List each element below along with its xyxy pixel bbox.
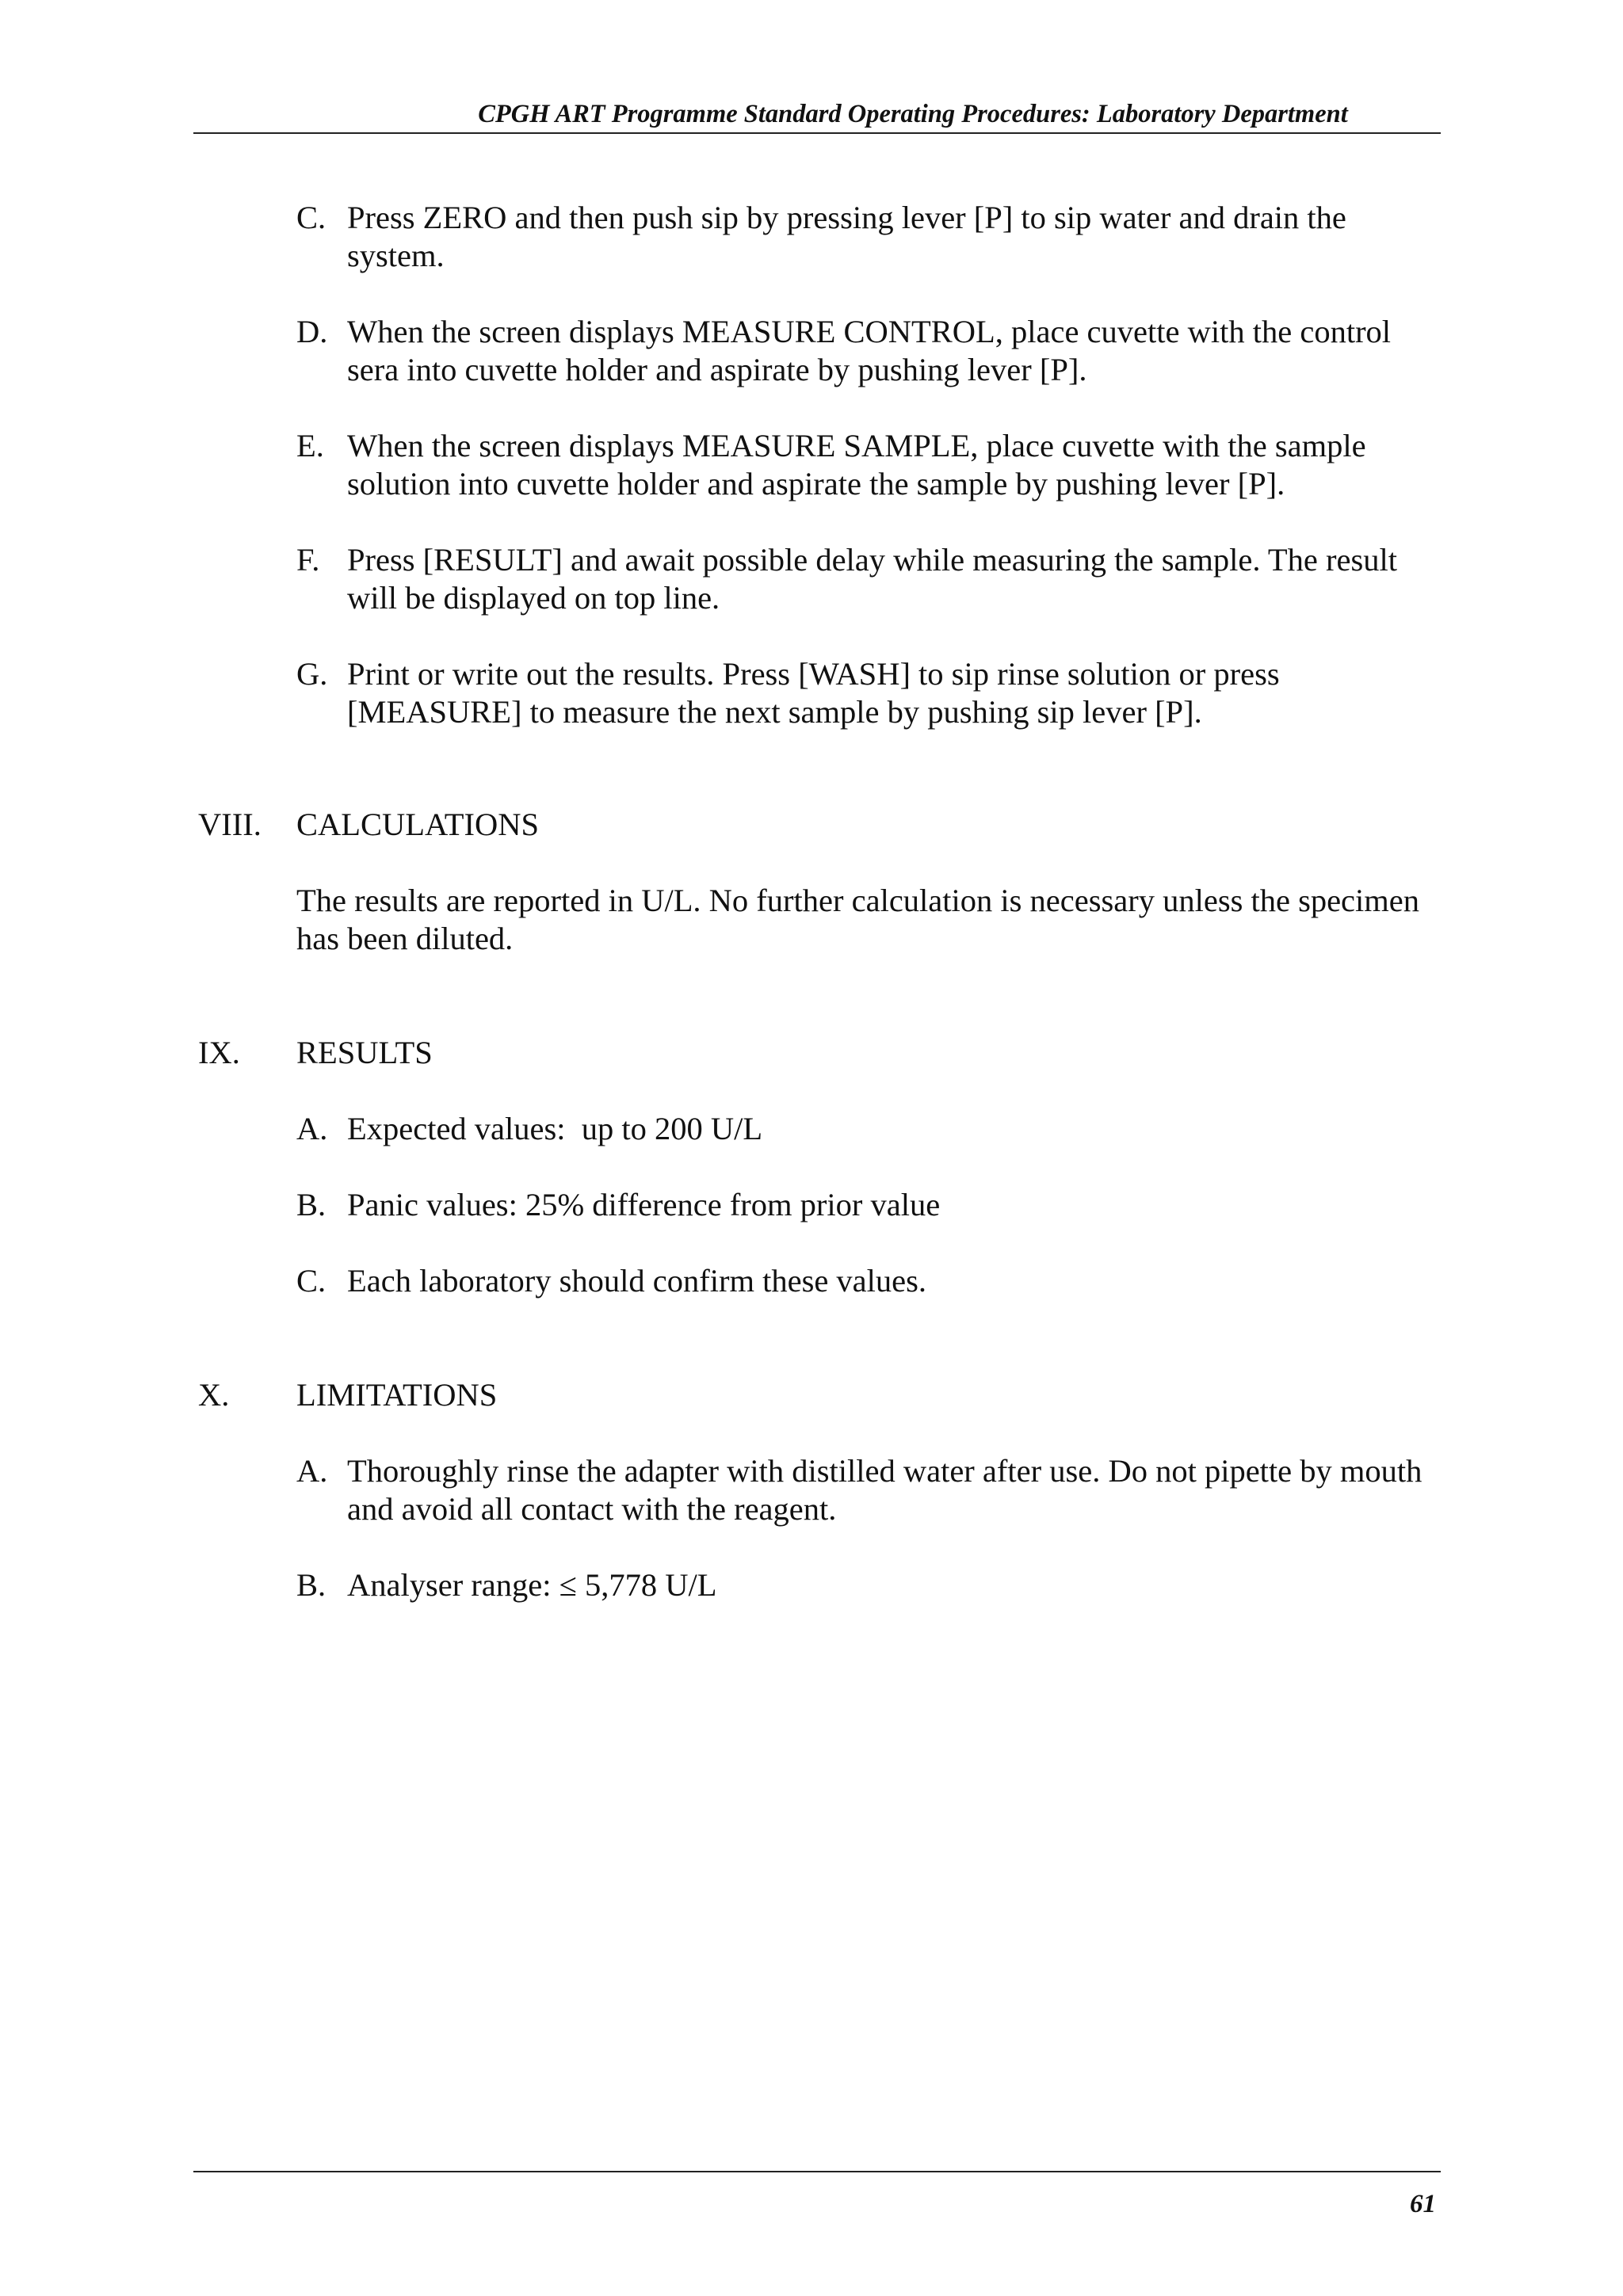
section-title: LIMITATIONS (296, 1377, 498, 1413)
step-letter: E. (296, 428, 324, 463)
section-calculations-heading (198, 806, 1228, 844)
step-letter: C. (296, 200, 327, 235)
section-limitations-heading (198, 1376, 1228, 1414)
procedure-step-e (296, 427, 1445, 503)
section-numeral: VIII. (198, 807, 262, 842)
item-text: Expected values: up to 200 U/L (347, 1111, 763, 1146)
item-letter: A. (296, 1453, 328, 1489)
results-item-expected-values (296, 1110, 1445, 1148)
section-numeral: IX. (198, 1035, 240, 1070)
step-text: When the screen displays MEASURE CONTROL, place cuvette with the control sera into cuvette holder and aspirate by pushing lever [P]. (347, 314, 1392, 387)
item-text: Each laboratory should confirm these values. (347, 1263, 927, 1299)
step-letter: G. (296, 656, 328, 692)
step-letter: F. (296, 542, 320, 578)
section-results-heading (198, 1034, 1228, 1072)
item-letter: C. (296, 1263, 327, 1299)
section-title: CALCULATIONS (296, 807, 540, 842)
header-divider (193, 132, 1441, 134)
limitations-item-rinse (296, 1452, 1445, 1528)
item-letter: B. (296, 1187, 327, 1222)
running-header-title: CPGH ART Programme Standard Operating Procedures: Laboratory Department (478, 100, 1348, 128)
procedure-step-c (296, 199, 1445, 275)
step-text: Print or write out the results. Press [WASH] to sip rinse solution or press [MEASURE] to measure the next sample by pushing sip lever [P]. (347, 656, 1280, 730)
item-letter: B. (296, 1567, 327, 1603)
step-text: Press ZERO and then push sip by pressing lever [P] to sip water and drain the system. (347, 200, 1346, 273)
procedure-step-g (296, 655, 1445, 731)
limitations-item-analyser-range (296, 1566, 1445, 1604)
procedure-step-f (296, 541, 1445, 617)
item-text: Analyser range: ≤ 5,778 U/L (347, 1567, 717, 1603)
step-letter: D. (296, 314, 328, 349)
page-number: 61 (1410, 2190, 1436, 2218)
results-item-panic-values (296, 1186, 1445, 1224)
step-text: Press [RESULT] and await possible delay while measuring the sample. The result will be displayed on top line. (347, 542, 1397, 616)
section-title: RESULTS (296, 1035, 433, 1070)
footer-divider (193, 2171, 1441, 2172)
item-text: Panic values: 25% difference from prior value (347, 1187, 941, 1222)
results-item-confirmation (296, 1262, 1445, 1300)
step-text: When the screen displays MEASURE SAMPLE, place cuvette with the sample solution into cuvette holder and aspirate the sample by pushing lever [P]. (347, 428, 1366, 502)
procedure-step-d (296, 313, 1445, 389)
section-numeral: X. (198, 1377, 230, 1413)
item-letter: A. (296, 1111, 328, 1146)
calculations-paragraph: The results are reported in U/L. No further calculation is necessary unless the specimen has been diluted. (296, 883, 1420, 956)
item-text: Thoroughly rinse the adapter with distilled water after use. Do not pipette by mouth and avoid all contact with the reagent. (347, 1453, 1423, 1527)
